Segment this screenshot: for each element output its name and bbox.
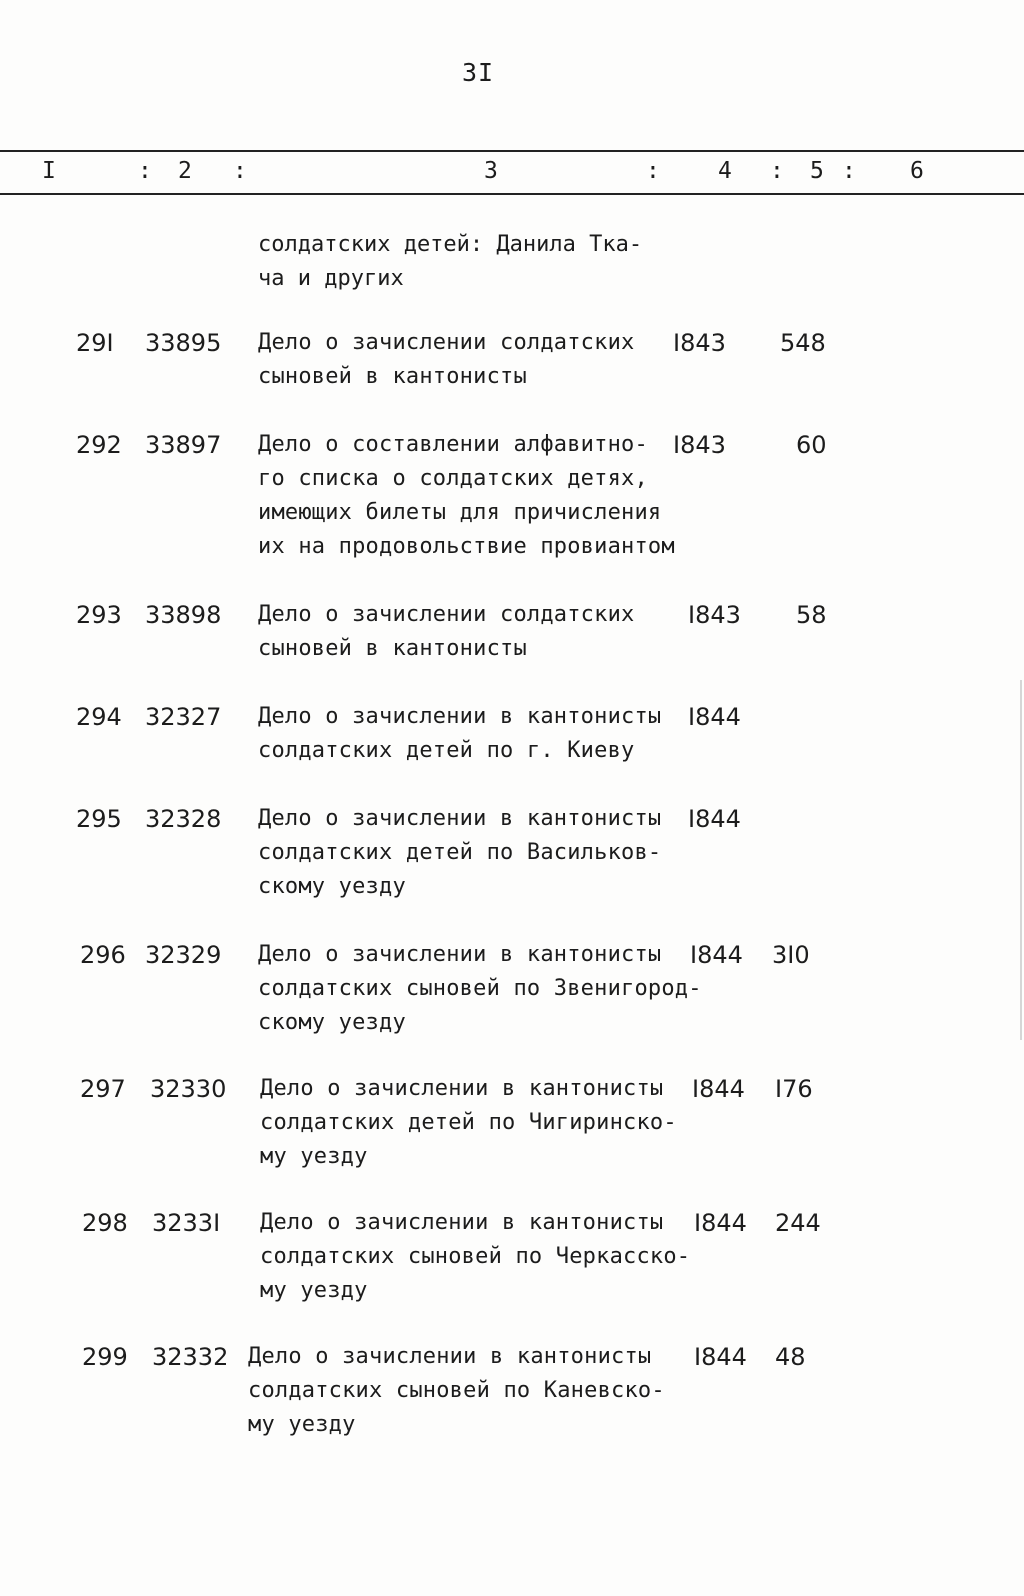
entry-number: 294 [76,703,122,731]
entry-year: I843 [688,601,741,629]
continued-description [258,228,642,296]
description-line: му уезду [260,1278,368,1303]
entry-file-number: 32332 [152,1343,229,1371]
description-line: солдатских сыновей по Каневско- [248,1378,665,1403]
description-line: скому уезду [258,1010,406,1035]
description-line: Дело о зачислении солдатских [258,330,635,355]
entry-year: I844 [694,1343,747,1371]
entry-year: I843 [673,431,726,459]
description-line: го списка о солдатских детях, [258,466,648,491]
description-line: Дело о зачислении в кантонисты [258,704,662,729]
entry-description [258,598,688,666]
entry-file-number: 32330 [150,1075,227,1103]
entry-sheet-count: 548 [780,329,826,357]
column-separator: : [842,158,856,184]
column-separator: : [138,158,152,184]
entry-sheet-count: 244 [775,1209,821,1237]
entry-number: 292 [76,431,122,459]
description-line: солдатских детей по Васильков- [258,840,662,865]
entry-file-number: 33898 [145,601,222,629]
entry-file-number: 32329 [145,941,222,969]
entry-file-number: 3233I [152,1209,221,1237]
entry-year: I844 [688,703,741,731]
header-rule-top [0,150,1024,152]
entry-description [260,1206,690,1308]
continued-line: солдатских детей: Данила Тка- [258,232,643,257]
description-line: скому уезду [258,874,406,899]
column-separator: : [770,158,784,184]
entry-year: I844 [692,1075,745,1103]
description-line: му уезду [260,1144,368,1169]
entry-number: 298 [82,1209,128,1237]
entry-year: I844 [694,1209,747,1237]
description-line: Дело о зачислении в кантонисты [260,1076,664,1101]
entry-number: 295 [76,805,122,833]
entry-description [258,700,688,768]
scan-edge-mark [1020,680,1022,1040]
column-separator: : [233,158,247,184]
column-header-4: 4 [718,158,732,184]
entry-sheet-count: 3I0 [772,941,810,969]
description-line: сыновей в кантонисты [258,636,527,661]
entry-sheet-count: I76 [775,1075,813,1103]
entry-description [258,428,688,564]
continued-line: ча и других [258,266,404,291]
description-line: Дело о зачислении в кантонисты [260,1210,664,1235]
description-line: сыновей в кантонисты [258,364,527,389]
column-header-1: I [42,158,56,184]
description-line: солдатских сыновей по Черкасско- [260,1244,691,1269]
entry-sheet-count: 48 [775,1343,806,1371]
entry-number: 29I [76,329,114,357]
description-line: Дело о зачислении в кантонисты [258,806,662,831]
entry-file-number: 32327 [145,703,222,731]
description-line: имеющих билеты для причисления [258,500,662,525]
entry-number: 296 [80,941,126,969]
entry-year: I844 [688,805,741,833]
entry-file-number: 33895 [145,329,222,357]
entry-number: 293 [76,601,122,629]
description-line: Дело о зачислении в кантонисты [258,942,662,967]
entry-sheet-count: 60 [796,431,827,459]
column-header-3: 3 [484,158,498,184]
entry-file-number: 32328 [145,805,222,833]
description-line: Дело о зачислении солдатских [258,602,635,627]
entry-description [258,326,688,394]
entry-description [258,802,688,904]
description-line: солдатских сыновей по Звенигород- [258,976,702,1001]
column-header-2: 2 [178,158,192,184]
header-rule-bottom [0,193,1024,195]
entry-sheet-count: 58 [796,601,827,629]
description-line: Дело о составлении алфавитно- [258,432,648,457]
column-separator: : [646,158,660,184]
column-header-5: 5 [810,158,824,184]
description-line: Дело о зачислении в кантонисты [248,1344,652,1369]
entry-description [258,938,702,1040]
entry-description [248,1340,678,1442]
entry-file-number: 33897 [145,431,222,459]
page-number: 3I [462,58,495,87]
description-line: солдатских детей по Чигиринско- [260,1110,677,1135]
entry-number: 297 [80,1075,126,1103]
description-line: му уезду [248,1412,356,1437]
description-line: их на продовольствие провиантом [258,534,675,559]
entry-description [260,1072,690,1174]
column-header-6: 6 [910,158,924,184]
description-line: солдатских детей по г. Киеву [258,738,635,763]
entry-year: I844 [690,941,743,969]
entry-number: 299 [82,1343,128,1371]
entry-year: I843 [673,329,726,357]
